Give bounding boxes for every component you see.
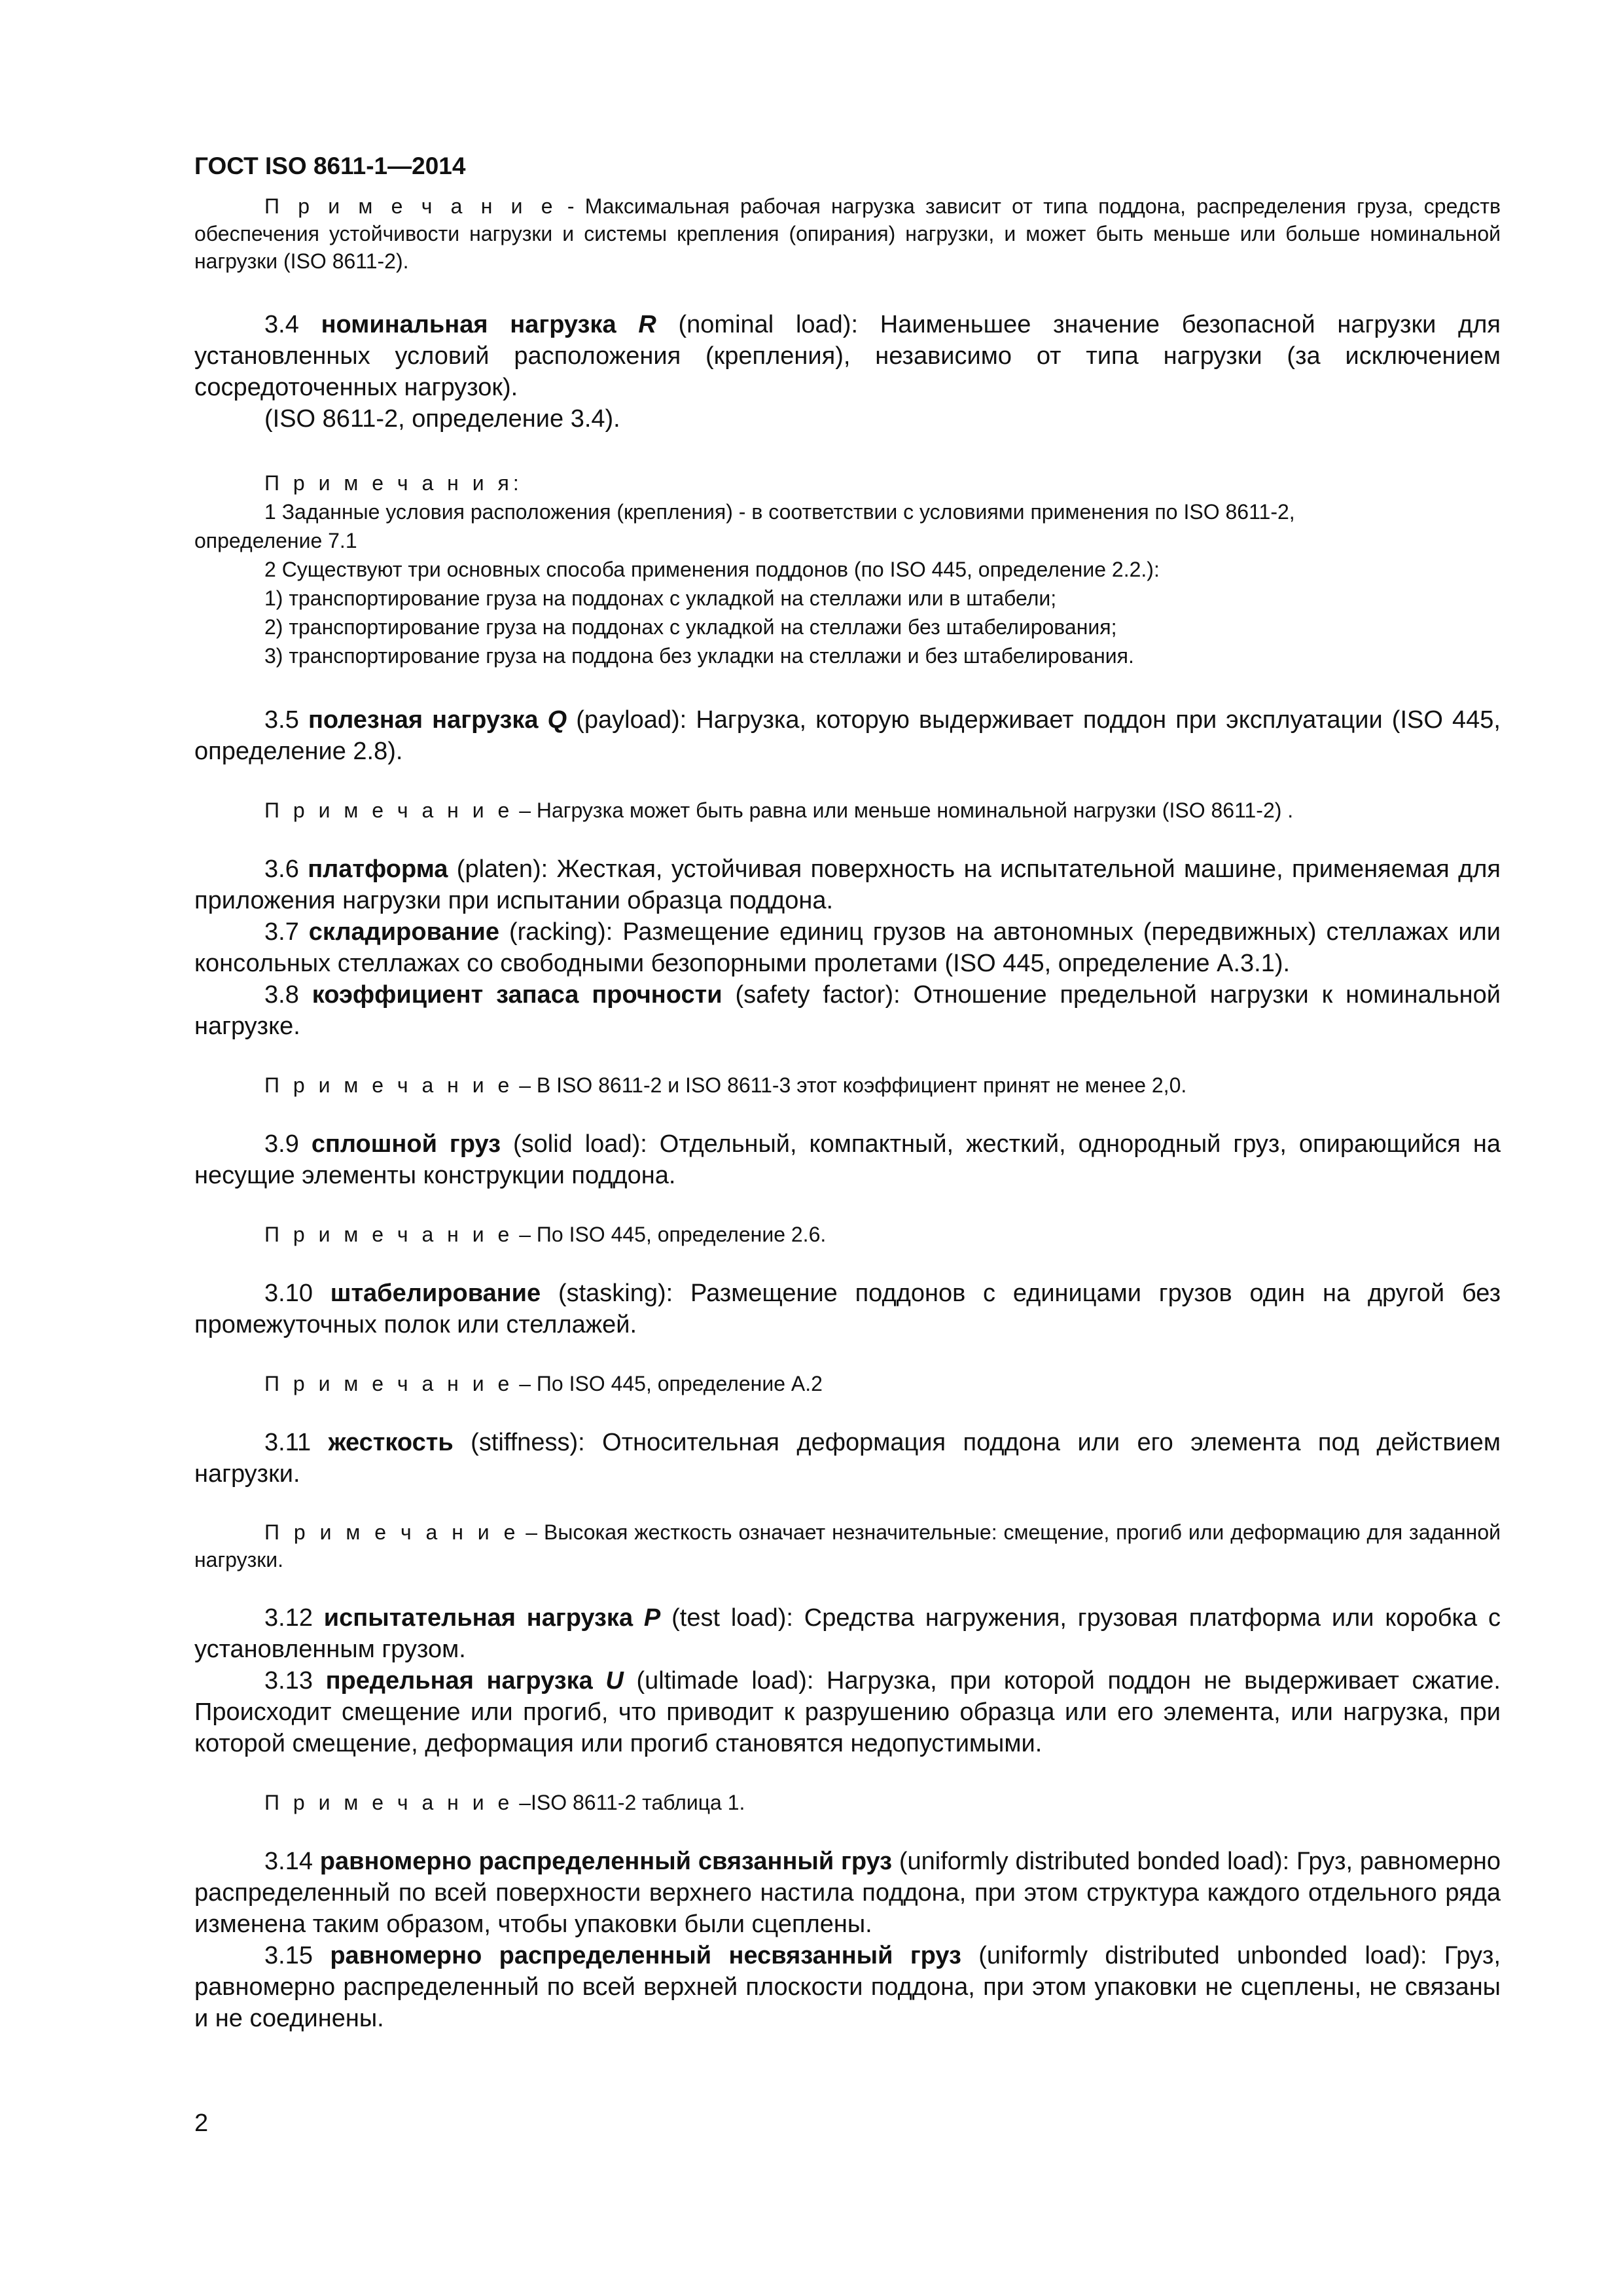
term-title: жесткость: [328, 1429, 454, 1456]
term-3-7: 3.7 складирование (racking): Размещение единиц грузов на автономных (передвижных) стеллажах или консольных стеллажах со свободными безопорными пролетами (ISO 445, определение А.3.1).: [194, 918, 1501, 977]
document-header: ГОСТ ISO 8611-1—2014: [194, 152, 466, 179]
term-title: платформа: [308, 855, 448, 883]
note-3-9: П р и м е ч а н и е – По ISO 445, определение 2.6.: [264, 1223, 827, 1246]
note-item-1: 1 Заданные условия расположения (крепления) - в соответствии с условиями применения по ISO 8611-2,: [264, 500, 1295, 524]
note-3-11: П р и м е ч а н и е – Высокая жесткость означает незначительные: смещение, прогиб или деформацию для заданной нагрузки.: [194, 1520, 1501, 1571]
term-title: равномерно распределенный несвязанный груз: [330, 1942, 961, 1969]
term-3-12: 3.12 испытательная нагрузка P (test load): Средства нагружения, грузовая платформа или коробка с установленным грузом.: [194, 1604, 1501, 1663]
note-item-2: 2 Существуют три основных способа применения поддонов (по ISO 445, определение 2.2.):: [264, 558, 1160, 581]
term-3-15: 3.15 равномерно распределенный несвязанный груз (uniformly distributed unbonded load): Груз, равномерно распределенный по всей верхней плоскости поддона, при этом упаковки не сцеплены, не связаны и не соединены.: [194, 1942, 1501, 2032]
term-3-4-reference: (ISO 8611-2, определение 3.4).: [264, 405, 620, 433]
term-title: предельная нагрузка: [325, 1667, 606, 1695]
page-number: 2: [194, 2109, 209, 2137]
term-title: складирование: [308, 918, 500, 946]
note-3-8: П р и м е ч а н и е – В ISO 8611-2 и ISO 8611-3 этот коэффициент принят не менее 2,0.: [264, 1073, 1187, 1097]
term-3-11: 3.11 жесткость (stiffness): Относительная деформация поддона или его элемента под действием нагрузки.: [194, 1429, 1501, 1488]
term-3-10: 3.10 штабелирование (stasking): Размещение поддонов с единицами грузов один на другой без промежуточных полок или стеллажей.: [194, 1280, 1501, 1338]
term-title: испытательная нагрузка: [323, 1604, 644, 1632]
term-title: штабелирование: [330, 1280, 541, 1307]
term-symbol: P: [643, 1604, 661, 1632]
term-3-5: 3.5 полезная нагрузка Q (payload): Нагрузка, которую выдерживает поддон при эксплуатации (ISO 445, определение 2.8).: [194, 706, 1501, 765]
term-title: равномерно распределенный связанный груз: [319, 1848, 893, 1875]
note-label: П р и м е ч а н и е: [264, 194, 557, 218]
term-3-4: 3.4 номинальная нагрузка R (nominal load): Наименьшее значение безопасной нагрузки для установленных условий расположения (крепления), независимо от типа нагрузки (за исключением сосредоточенных нагрузок).: [194, 311, 1501, 401]
term-3-13: 3.13 предельная нагрузка U (ultimade load): Нагрузка, при которой поддон не выдерживает сжатие. Происходит смещение или прогиб, что приводит к разрушению образца или его элемента, или нагрузка, при которой смещение, деформация или прогиб становятся недопустимыми.: [194, 1667, 1501, 1757]
note-3-10: П р и м е ч а н и е – По ISO 445, определение А.2: [264, 1372, 823, 1395]
term-title: полезная нагрузка: [308, 706, 548, 734]
term-3-14: 3.14 равномерно распределенный связанный груз (uniformly distributed bonded load): Груз, равномерно распределенный по всей поверхности верхнего настила поддона, при этом структура каждого отдельного ряда изменена таким образом, чтобы упаковки были сцеплены.: [194, 1848, 1501, 1938]
term-title: коэффициент запаса прочности: [312, 981, 722, 1009]
term-title: сплошной груз: [311, 1130, 501, 1158]
term-title: номинальная нагрузка: [321, 311, 639, 338]
note-item-2-2: 2) транспортирование груза на поддонах с укладкой на стеллажи без штабелирования;: [264, 615, 1117, 639]
term-symbol: R: [638, 311, 656, 338]
term-symbol: Q: [547, 706, 567, 734]
term-3-9: 3.9 сплошной груз (solid load): Отдельный, компактный, жесткий, однородный груз, опирающийся на несущие элементы конструкции поддона.: [194, 1130, 1501, 1189]
note-item-2-1: 1) транспортирование груза на поддонах с укладкой на стеллажи или в штабели;: [264, 586, 1057, 610]
term-3-6: 3.6 платформа (platen): Жесткая, устойчивая поверхность на испытательной машине, применяемая для приложения нагрузки при испытании образца поддона.: [194, 855, 1501, 914]
note-3-5: П р и м е ч а н и е – Нагрузка может быть равна или меньше номинальной нагрузки (ISO 8611-2) .: [264, 798, 1294, 822]
notes-heading: П р и м е ч а н и я:: [264, 471, 519, 495]
note-item-2-3: 3) транспортирование груза на поддона без укладки на стеллажи и без штабелирования.: [264, 644, 1134, 668]
note-3-13: П р и м е ч а н и е –ISO 8611-2 таблица 1.: [264, 1791, 745, 1814]
term-3-8: 3.8 коэффициент запаса прочности (safety factor): Отношение предельной нагрузки к номинальной нагрузке.: [194, 981, 1501, 1040]
term-symbol: U: [605, 1667, 624, 1695]
note-item-1-continued: определение 7.1: [194, 529, 357, 552]
note-max-working-load: П р и м е ч а н и е - Максимальная рабочая нагрузка зависит от типа поддона, распределения груза, средств обеспечения устойчивости нагрузки и системы крепления (опирания) нагрузки, и может быть меньше или больше номинальной нагрузки (ISO 8611-2).: [194, 194, 1501, 273]
page-content: [194, 152, 1501, 2034]
